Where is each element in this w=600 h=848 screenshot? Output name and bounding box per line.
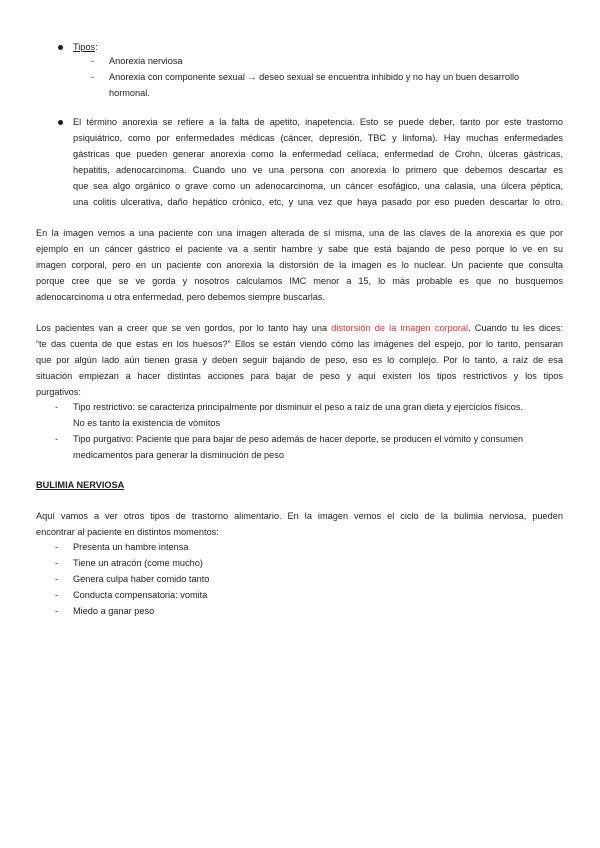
paragraph-line: situación empiezan a hacer distintas acciones para bajar de peso y aquí existen los tipos restrictivos y los tipos <box>36 371 563 381</box>
tipos-label-line <box>73 41 98 53</box>
paragraph-line: ejemplo en un cáncer gástrico el paciente va a sentir hambre y sabe que está bajando de peso porque lo ve en su <box>36 244 563 254</box>
bulimia-item: Conducta compensatoria: vomita <box>73 590 208 600</box>
dash-icon: - <box>55 590 59 600</box>
type-item: Tipo purgativo: Paciente que para bajar de peso además de hacer deporte, se producen el vómito y consumen <box>73 434 524 444</box>
paragraph-line: En la imagen vemos a una paciente con una imagen alterada de sí misma, una de las claves de la anorexia es que por <box>36 228 563 238</box>
bullet-icon <box>58 120 63 125</box>
highlighted-term: distorsión de la imagen corporal <box>331 323 469 333</box>
tipos-colon: : <box>95 42 98 52</box>
bulimia-item: Presenta un hambre intensa <box>73 542 189 552</box>
anorexia-definition-line: hepatitis, adenocarcinoma. Cuando uno ve una persona con anorexia lo primero que debemos descartar es <box>73 165 563 175</box>
dash-icon: - <box>55 606 59 616</box>
tipos-subitem: Anorexia nerviosa <box>109 56 183 66</box>
dash-icon: - <box>91 72 95 82</box>
anorexia-definition-line: El término anorexia se refiere a la falta de apetito, inapetencia. Esto se puede deber, tanto por este trastorno <box>73 117 563 127</box>
dash-icon: - <box>55 558 59 568</box>
paragraph-line <box>36 322 563 334</box>
anorexia-definition-line: que sea algo orgánico o grave como un adenocarcinoma, un cáncer esofágico, una calasia, una úlcera péptica, <box>73 181 563 191</box>
paragraph-line: adenocarcinoma u otra enfermedad, pero debemos siempre buscarlas. <box>36 292 326 302</box>
paragraph-text: Los pacientes van a creer que se ven gordos, por lo tanto hay una <box>36 323 332 333</box>
tipos-label: Tipos <box>73 42 96 52</box>
paragraph-line: imagen corporal, pero en un paciente con anorexia la distorsión de la imagen es lo nuclear. Un paciente que consulta <box>36 260 563 270</box>
tipos-subitem-cont: hormonal. <box>109 88 150 98</box>
section-heading: BULIMIA NERVIOSA <box>36 480 125 490</box>
paragraph-line: que por algún lado aún tienen grasa y deben seguir bajando de peso, eso es lo complejo. Por lo tanto, a raíz de esa <box>36 355 563 365</box>
paragraph-line: “te das cuenta de que estas en los huesos?” Ellos se están viendo cómo las imágenes del espejo, por lo tanto, pensaran <box>36 339 563 349</box>
paragraph-line: porque cree que se ve gorda y nosotros calculamos IMC menor a 15, lo más probable es que no busquemos <box>36 276 563 286</box>
paragraph-line: Aquí vamos a ver otros tipos de trastorno alimentario. En la imagen vemos el ciclo de la bulimia nerviosa, pueden <box>36 511 563 521</box>
anorexia-definition-line: una colitis ulcerativa, daño hepático crónico, etc, y una vez que haya pasado por eso pueden descartar lo otro. <box>73 197 563 207</box>
dash-icon: - <box>91 56 95 66</box>
bulimia-item: Miedo a ganar peso <box>73 606 155 616</box>
paragraph-text: . Cuando tu les dices: <box>468 323 563 333</box>
bulimia-item: Genera culpa haber comido tanto <box>73 574 210 584</box>
tipos-subitem: Anorexia con componente sexual → deseo sexual se encuentra inhibido y no hay un buen desarrollo <box>109 72 520 82</box>
dash-icon: - <box>55 402 59 412</box>
bullet-icon <box>58 45 63 50</box>
dash-icon: - <box>55 542 59 552</box>
type-item-cont: No es tanto la existencia de vómitos <box>73 418 221 428</box>
dash-icon: - <box>55 434 59 444</box>
paragraph-line: encontrar al paciente en distintos momentos: <box>36 527 219 537</box>
dash-icon: - <box>55 574 59 584</box>
type-item-cont: medicamentos para generar la disminución de peso <box>73 450 284 460</box>
bulimia-item: Tiene un atracón (come mucho) <box>73 558 203 568</box>
paragraph-line: purgativos: <box>36 387 81 397</box>
anorexia-definition-line: gástricas que pueden generar anorexia como la enfermedad celíaca, enfermedad de Crohn, úlceras gástricas, <box>73 149 563 159</box>
type-item: Tipo restrictivo: se caracteriza principalmente por disminuir el peso a raíz de una gran dieta y ejercicios físicos. <box>73 402 524 412</box>
anorexia-definition-line: psiquiátrico, como por enfermedades médicas (cáncer, depresión, TBC y linfoma). Hay muchas enfermedades <box>73 133 563 143</box>
